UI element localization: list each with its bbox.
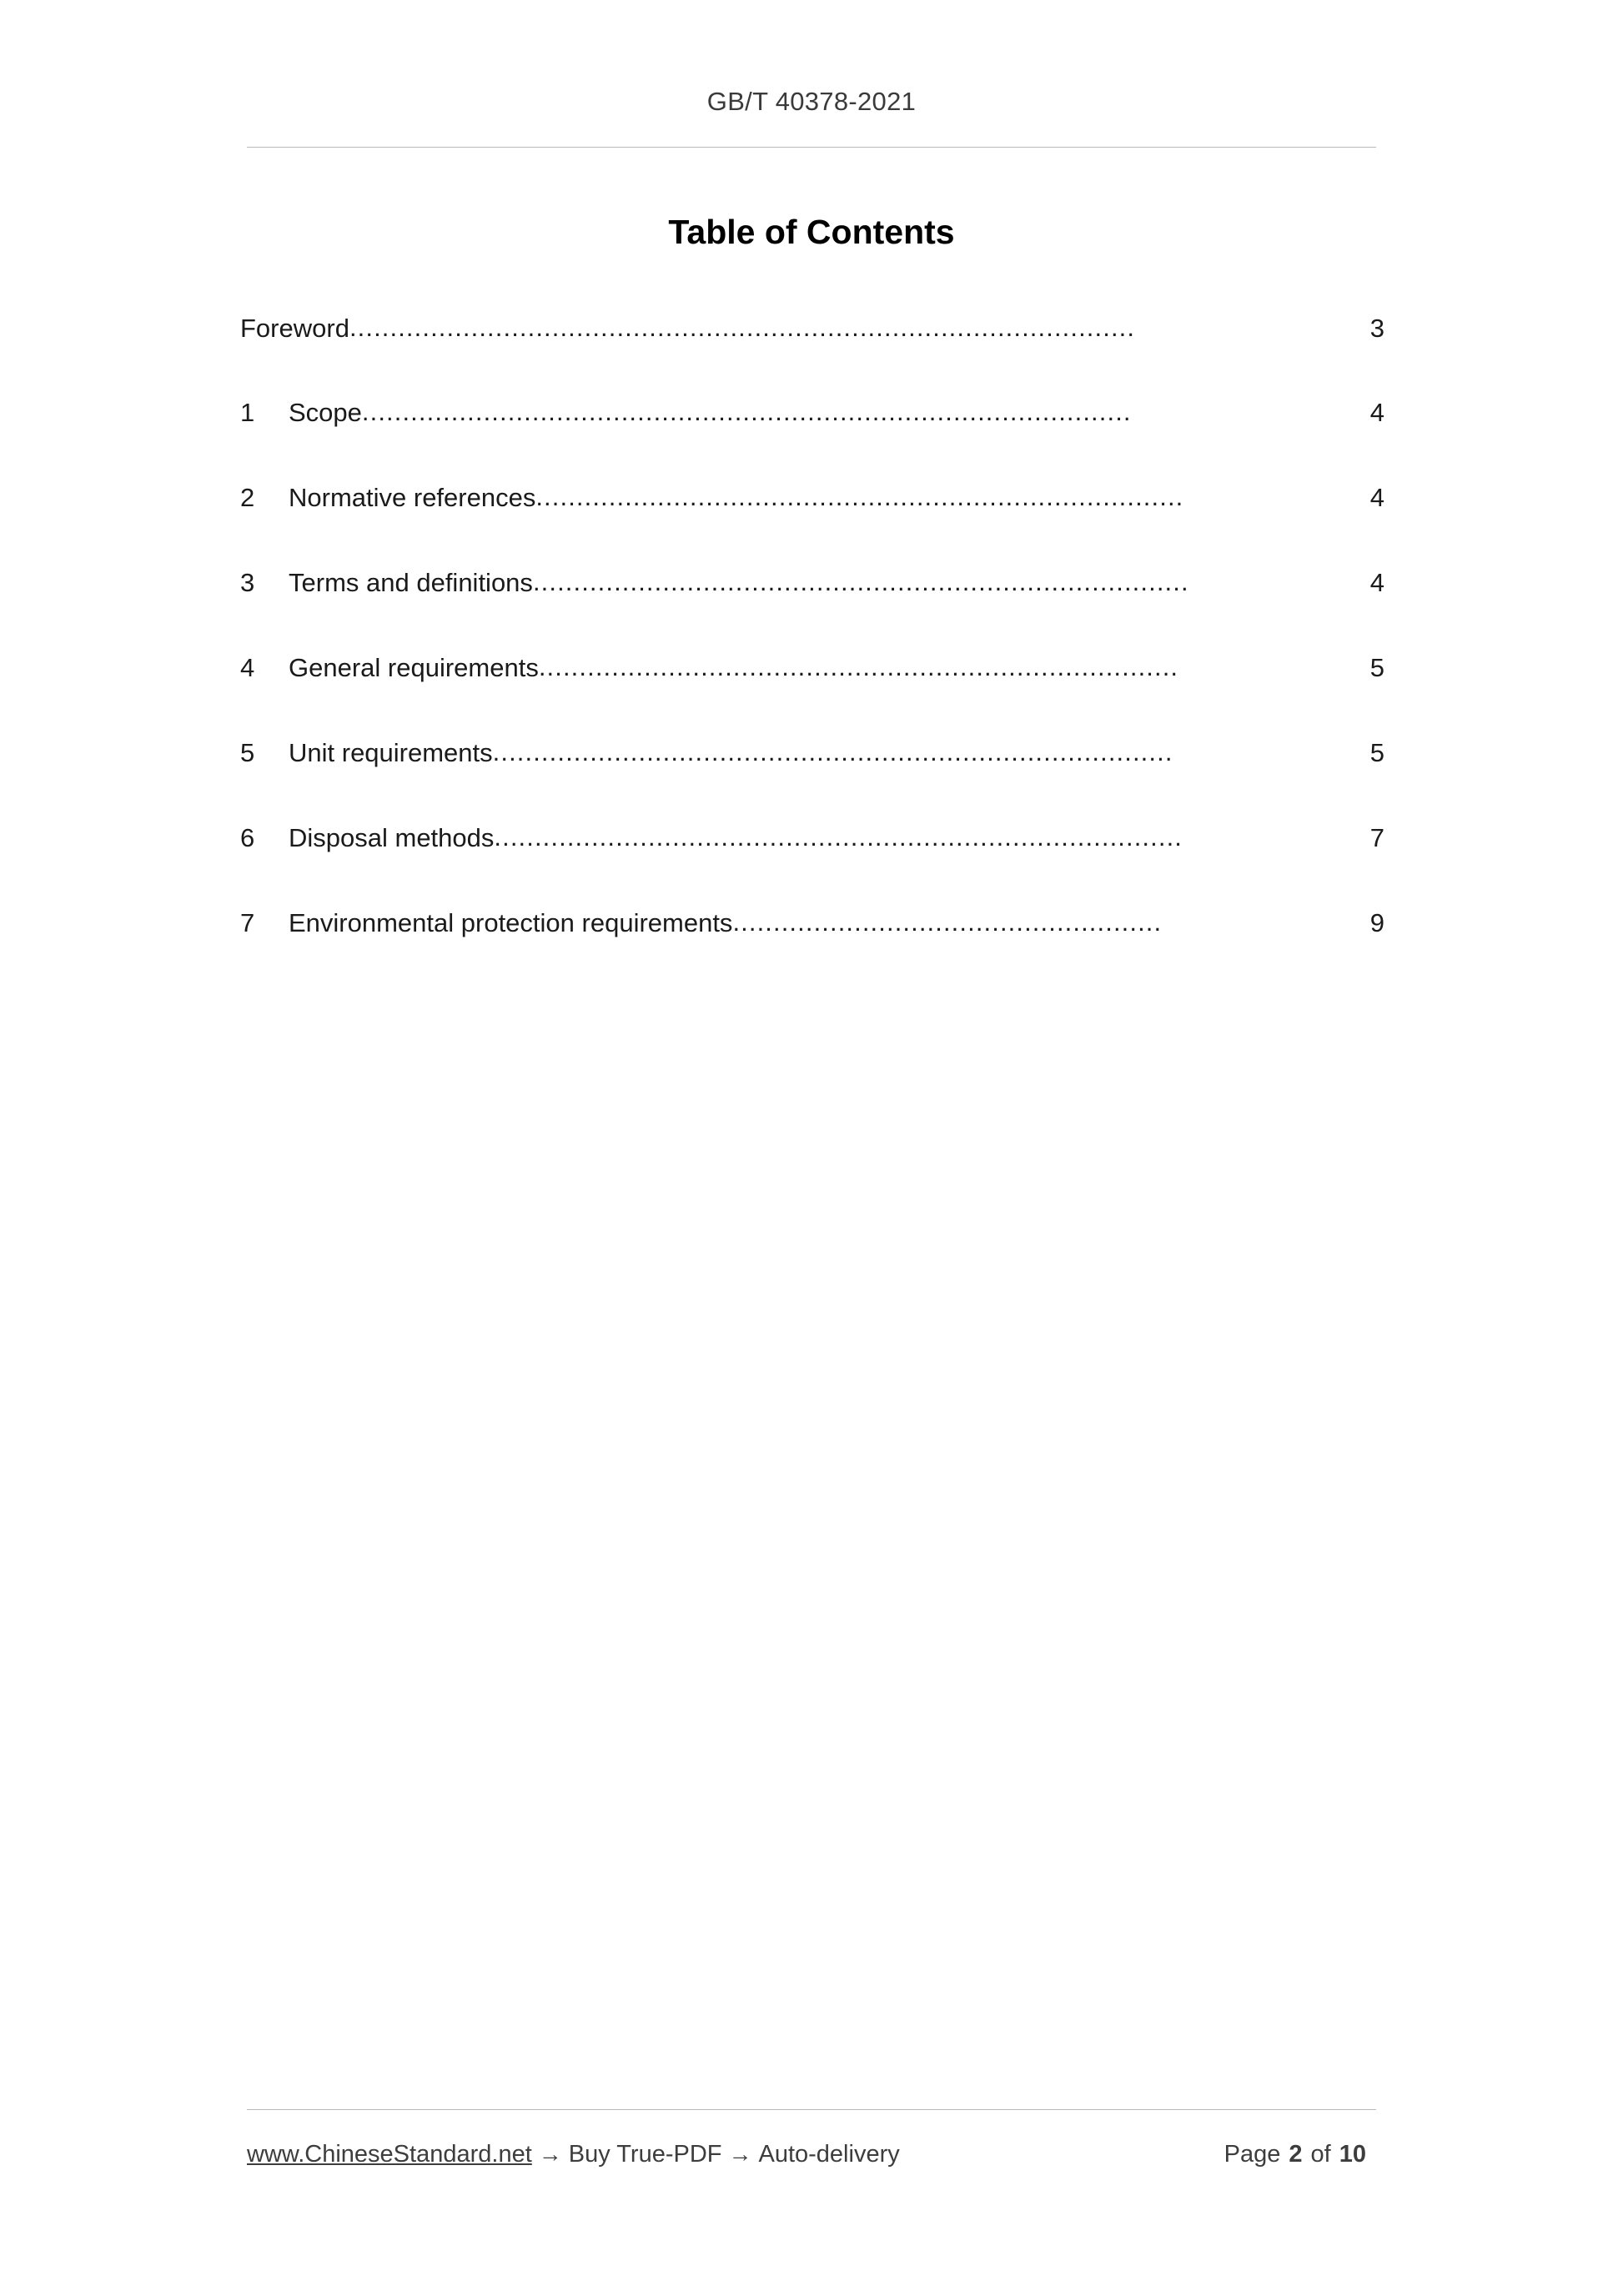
page-label: Page [1224, 2141, 1281, 2168]
toc-entry-number: 7 [240, 908, 255, 937]
toc-entry-page: 5 [1369, 653, 1384, 682]
page-number: 2 [1289, 2141, 1303, 2168]
header-divider [247, 147, 1376, 148]
toc-entry-label: Disposal methods [289, 823, 495, 852]
toc-entry-page: 9 [1369, 908, 1384, 937]
toc-leader-dots: ................................................................................. [532, 567, 1189, 596]
toc-entry-number: 5 [240, 738, 255, 767]
toc-entry-label: Foreword [240, 314, 349, 343]
page-header: GB/T 40378-2021 [706, 87, 917, 116]
toc-entry-label: Scope [289, 398, 362, 427]
page-indicator [1224, 2141, 1376, 2168]
toc-entry-terms-and-definitions[interactable] [240, 559, 1384, 607]
toc-entry-page: 4 [1369, 398, 1384, 427]
toc-entry-number: 1 [240, 398, 255, 427]
toc-entry-number: 4 [240, 653, 255, 682]
toc-entry-foreword[interactable] [240, 304, 1384, 353]
toc-entry-page: 5 [1369, 738, 1384, 767]
toc-entry-page: 7 [1369, 823, 1384, 852]
footer-delivery-text: Auto-delivery [758, 2141, 900, 2168]
toc-entry-label: General requirements [289, 653, 539, 682]
toc-entry-unit-requirements[interactable] [240, 729, 1384, 777]
toc-entry-label: Normative references [289, 483, 536, 512]
toc-entry-general-requirements[interactable] [240, 644, 1384, 692]
arrow-right-icon: → [538, 2141, 562, 2167]
chinesestandard-link[interactable]: www.ChineseStandard.net [247, 2141, 532, 2168]
toc-leader-dots: ............................................................................... [538, 652, 1179, 681]
toc-entry-label: Terms and definitions [289, 568, 533, 597]
footer-promo [247, 2141, 900, 2168]
table-of-contents [240, 304, 1384, 984]
toc-entry-page: 3 [1369, 314, 1384, 343]
toc-entry-page: 4 [1369, 483, 1384, 512]
toc-leader-dots: .................................................................................... [492, 737, 1173, 766]
toc-entry-scope[interactable] [240, 389, 1384, 437]
toc-entry-number: 3 [240, 568, 255, 597]
toc-entry-normative-references[interactable] [240, 474, 1384, 522]
page-footer [247, 2141, 1376, 2168]
toc-leader-dots: ................................................................................ [535, 482, 1184, 511]
arrow-right-icon: → [728, 2141, 752, 2167]
toc-entry-page: 4 [1369, 568, 1384, 597]
toc-leader-dots: ............................................................................................... [361, 397, 1132, 426]
footer-buy-text: Buy True-PDF [568, 2141, 722, 2168]
toc-entry-label: Unit requirements [289, 738, 493, 767]
page-of-label: of [1310, 2141, 1331, 2168]
toc-leader-dots: ..................................................................................... [494, 822, 1183, 852]
toc-entry-disposal-methods[interactable] [240, 814, 1384, 862]
toc-leader-dots: ..................................................... [732, 907, 1163, 937]
toc-leader-dots: ................................................................................................. [349, 313, 1136, 342]
toc-entry-number: 6 [240, 823, 255, 852]
page-title: Table of Contents [668, 213, 955, 251]
page-total: 10 [1339, 2141, 1366, 2168]
toc-entry-environmental-protection-requirements[interactable] [240, 899, 1384, 947]
toc-entry-number: 2 [240, 483, 255, 512]
toc-entry-label: Environmental protection requirements [289, 908, 733, 937]
footer-divider [247, 2109, 1376, 2110]
